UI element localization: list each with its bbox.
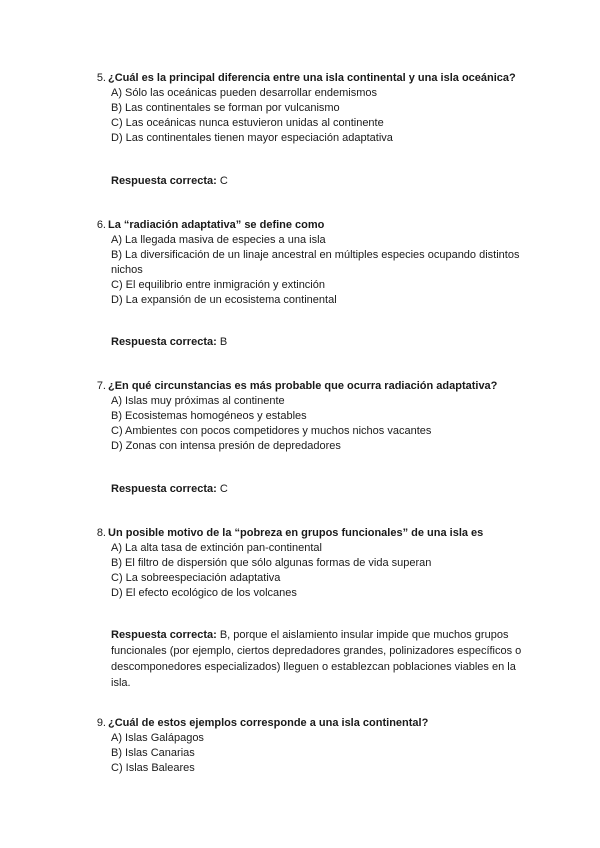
question-number: 8. bbox=[96, 527, 106, 539]
options-list bbox=[111, 86, 531, 146]
option-d: D) Zonas con intensa presión de depredadores bbox=[111, 440, 341, 452]
question-header bbox=[0, 217, 600, 233]
answer-value: C bbox=[216, 175, 228, 187]
option-c: C) Ambientes con pocos competidores y muchos nichos vacantes bbox=[111, 425, 432, 437]
options-list bbox=[111, 731, 531, 776]
question-header bbox=[0, 70, 600, 86]
options-list bbox=[111, 233, 531, 308]
answer-6 bbox=[111, 334, 526, 350]
question-text: ¿En qué circunstancias es más probable que ocurra radiación adaptativa? bbox=[108, 380, 498, 392]
option-b: B) El filtro de dispersión que sólo algunas formas de vida superan bbox=[111, 557, 432, 569]
question-9 bbox=[0, 715, 600, 776]
option-c: C) Islas Baleares bbox=[111, 762, 195, 774]
question-6 bbox=[0, 217, 600, 308]
answer-8 bbox=[111, 627, 526, 691]
question-header bbox=[0, 378, 600, 394]
option-a: A) Islas Galápagos bbox=[111, 732, 204, 744]
answer-value: B, porque el aislamiento insular impide que muchos grupos funcionales (por ejemplo, ciertos depredadores grandes, polinizadores específicos o descomponedores especializados) lleguen o establezcan poblaciones viables en la isla. bbox=[111, 629, 522, 689]
question-text: Un posible motivo de la “pobreza en grupos funcionales” de una isla es bbox=[108, 527, 484, 539]
question-7 bbox=[0, 378, 600, 454]
option-d: D) El efecto ecológico de los volcanes bbox=[111, 587, 297, 599]
option-c: C) Las oceánicas nunca estuvieron unidas al continente bbox=[111, 117, 384, 129]
question-header bbox=[0, 525, 600, 541]
option-b: B) Las continentales se forman por vulcanismo bbox=[111, 102, 340, 114]
answer-value: B bbox=[216, 336, 228, 348]
option-b: B) La diversificación de un linaje ancestral en múltiples especies ocupando distintos nichos bbox=[111, 249, 520, 276]
question-5 bbox=[0, 70, 600, 146]
options-list bbox=[111, 394, 531, 454]
answer-label: Respuesta correcta: bbox=[111, 629, 217, 641]
option-a: A) Islas muy próximas al continente bbox=[111, 395, 285, 407]
option-b: B) Islas Canarias bbox=[111, 747, 195, 759]
options-list bbox=[111, 541, 531, 601]
answer-label: Respuesta correcta: bbox=[111, 336, 217, 348]
option-d: D) Las continentales tienen mayor especiación adaptativa bbox=[111, 132, 393, 144]
question-text: ¿Cuál de estos ejemplos corresponde a una isla continental? bbox=[108, 717, 429, 729]
question-number: 7. bbox=[96, 380, 106, 392]
answer-7 bbox=[111, 481, 526, 497]
option-d: D) La expansión de un ecosistema continental bbox=[111, 294, 337, 306]
question-8 bbox=[0, 525, 600, 601]
answer-label: Respuesta correcta: bbox=[111, 483, 217, 495]
option-a: A) La llegada masiva de especies a una isla bbox=[111, 234, 326, 246]
question-text: La “radiación adaptativa” se define como bbox=[108, 219, 325, 231]
answer-5 bbox=[111, 173, 526, 189]
question-number: 9. bbox=[96, 717, 106, 729]
option-c: C) El equilibrio entre inmigración y extinción bbox=[111, 279, 325, 291]
question-text: ¿Cuál es la principal diferencia entre una isla continental y una isla oceánica? bbox=[108, 72, 516, 84]
answer-value: C bbox=[216, 483, 228, 495]
answer-label: Respuesta correcta: bbox=[111, 175, 217, 187]
option-c: C) La sobreespeciación adaptativa bbox=[111, 572, 281, 584]
question-number: 5. bbox=[96, 72, 106, 84]
question-number: 6. bbox=[96, 219, 106, 231]
option-a: A) La alta tasa de extinción pan-continental bbox=[111, 542, 322, 554]
option-a: A) Sólo las oceánicas pueden desarrollar endemismos bbox=[111, 87, 377, 99]
option-b: B) Ecosistemas homogéneos y estables bbox=[111, 410, 307, 422]
question-header bbox=[0, 715, 600, 731]
